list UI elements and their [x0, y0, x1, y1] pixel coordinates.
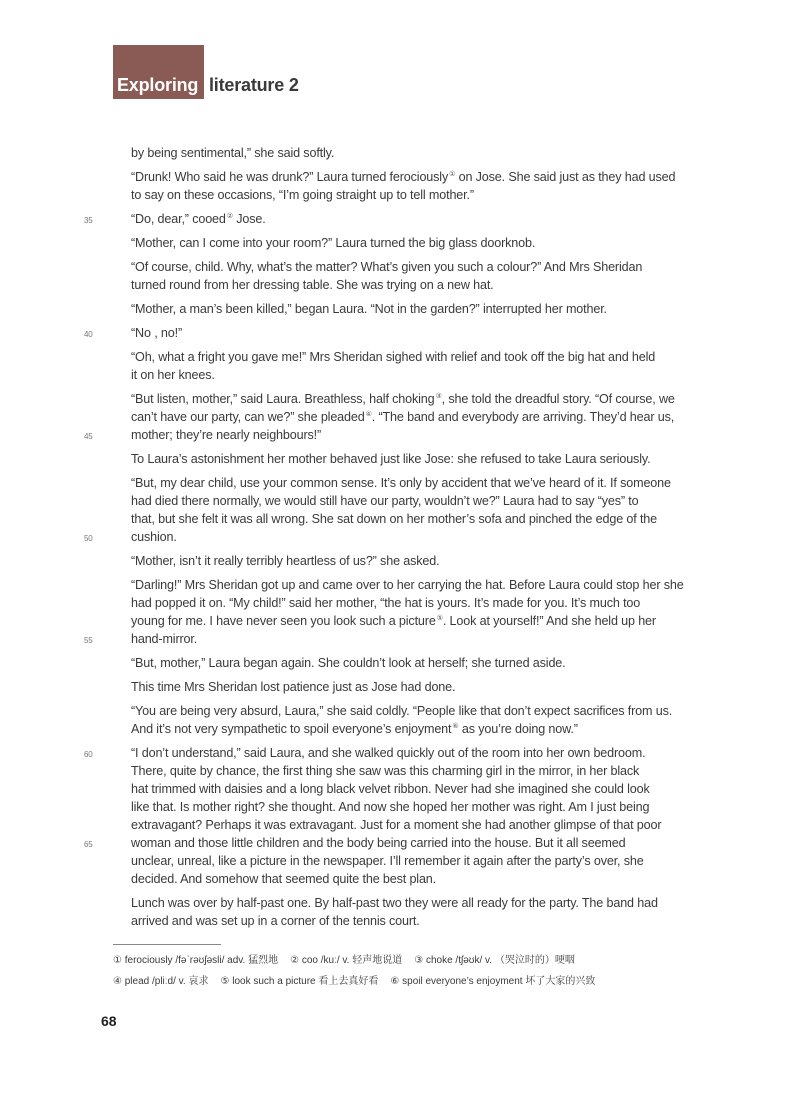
footnote-marker: ① [449, 171, 456, 178]
text-segment: hat trimmed with daisies and a long black velvet ribbon. Never had she imagined she could look [131, 782, 650, 796]
text-segment: cushion. [131, 530, 177, 544]
text-line [131, 612, 696, 630]
paragraph [131, 168, 696, 204]
text-segment: decided. And somehow that seemed quite the best plan. [131, 872, 437, 886]
text-line [131, 762, 696, 780]
text-line [131, 894, 696, 912]
text-line [131, 234, 696, 252]
paragraph [131, 678, 696, 696]
footnote-entry: ④ plead /pliːd/ v. 哀求 [113, 976, 209, 987]
paragraph [131, 348, 696, 384]
text-line [84, 630, 696, 648]
text-segment: “You are being very absurd, Laura,” she said coldly. “People like that don’t expect sacrifices from us. [131, 704, 673, 718]
text-segment: “But, my dear child, use your common sense. It’s only by accident that we’ve heard of it. If someone [131, 476, 671, 490]
text-line [131, 816, 696, 834]
text-line [131, 720, 696, 738]
section-title: literature 2 [209, 75, 299, 95]
text-segment: by being sentimental,” she said softly. [131, 146, 335, 160]
footnote-row [113, 971, 713, 992]
text-line [131, 366, 696, 384]
text-segment: “No , no!” [131, 326, 182, 340]
footnote-entry: ⑤ look such a picture 看上去真好看 [220, 976, 379, 987]
paragraph [84, 744, 696, 888]
text-segment: “Mother, isn’t it really terribly heartless of us?” she asked. [131, 554, 440, 568]
text-segment: extravagant? Perhaps it was extravagant. Just for a moment she had another glimpse of that poor [131, 818, 662, 832]
text-segment: young for me. I have never seen you look such a picture [131, 614, 436, 628]
paragraph [84, 474, 696, 546]
text-line [131, 348, 696, 366]
footnote-marker: ④ [365, 411, 372, 418]
text-line [131, 144, 696, 162]
text-line [131, 912, 696, 930]
text-line [131, 390, 696, 408]
text-segment: “Darling!” Mrs Sheridan got up and came over to her carrying the hat. Before Laura could stop her she [131, 578, 684, 592]
text-segment: unclear, unreal, like a picture in the newspaper. I’ll remember it again after the party’s over, she [131, 854, 644, 868]
footnote-marker: ⑤ [436, 615, 443, 622]
paragraph [131, 702, 696, 738]
text-segment: . Look at yourself!” And she held up her [442, 614, 656, 628]
paragraph [131, 258, 696, 294]
paragraph [131, 654, 696, 672]
text-segment: “Oh, what a fright you gave me!” Mrs Sheridan sighed with relief and took off the big hat and held [131, 350, 656, 364]
text-line [131, 450, 696, 468]
text-segment: Jose. [232, 212, 266, 226]
text-segment: like that. Is mother right? she thought. And now she hoped her mother was right. Am I just being [131, 800, 650, 814]
text-segment: . “The band and everybody are arriving. They’d hear us, [371, 410, 675, 424]
line-number: 50 [84, 534, 93, 543]
footnote-entry: ⑥ spoil everyone’s enjoyment 坏了大家的兴致 [390, 976, 596, 987]
text-line [84, 426, 696, 444]
paragraph [84, 324, 696, 342]
text-line [131, 276, 696, 294]
section-tab-label: Exploring [117, 75, 199, 95]
text-segment: “Mother, a man’s been killed,” began Laura. “Not in the garden?” interrupted her mother. [131, 302, 607, 316]
footnotes [113, 950, 713, 992]
text-line [131, 474, 696, 492]
text-line [131, 654, 696, 672]
footnote-marker: ⑥ [452, 723, 459, 730]
paragraph [131, 144, 696, 162]
text-segment: had popped it on. “My child!” said her mother, “the hat is yours. It’s made for you. It’s much too [131, 596, 641, 610]
text-line [84, 528, 696, 546]
text-segment: “Do, dear,” cooed [131, 212, 226, 226]
footnote-marker: ② [226, 213, 233, 220]
paragraph [131, 450, 696, 468]
text-segment: on Jose. She said just as they had used [455, 170, 676, 184]
paragraph [84, 390, 696, 444]
footnote-entry: ② coo /kuː/ v. 轻声地说道 [290, 955, 403, 966]
line-number: 40 [84, 330, 93, 339]
text-line [84, 834, 696, 852]
text-segment: mother; they’re nearly neighbours!” [131, 428, 322, 442]
text-segment: it on her knees. [131, 368, 215, 382]
text-line [131, 678, 696, 696]
line-number: 65 [84, 840, 93, 849]
paragraph [84, 576, 696, 648]
text-segment: as you’re doing now.” [458, 722, 578, 736]
footnote-divider [113, 944, 221, 945]
text-segment: that, but she felt it was all wrong. She sat down on her mother’s sofa and pinched the edge of the [131, 512, 658, 526]
text-segment: “But listen, mother,” said Laura. Breathless, half choking [131, 392, 435, 406]
footnote-marker: ③ [435, 393, 442, 400]
text-line [84, 744, 696, 762]
text-line [131, 408, 696, 426]
text-line [131, 870, 696, 888]
text-line [131, 300, 696, 318]
text-line [131, 258, 696, 276]
paragraph [131, 552, 696, 570]
story-text [84, 144, 696, 936]
paragraph [131, 894, 696, 930]
text-line [131, 594, 696, 612]
line-number: 45 [84, 432, 93, 441]
text-line [131, 492, 696, 510]
text-segment: turned round from her dressing table. She was trying on a new hat. [131, 278, 494, 292]
text-segment: To Laura’s astonishment her mother behaved just like Jose: she refused to take Laura seriously. [131, 452, 651, 466]
text-segment: can’t have our party, can we?” she pleaded [131, 410, 365, 424]
section-tab [113, 45, 204, 99]
text-segment: arrived and was set up in a corner of the tennis court. [131, 914, 420, 928]
text-segment: , she told the dreadful story. “Of course, we [441, 392, 675, 406]
line-number: 60 [84, 750, 93, 759]
paragraph [131, 300, 696, 318]
page-number: 68 [101, 1013, 117, 1029]
text-line [131, 702, 696, 720]
paragraph [84, 210, 696, 228]
text-line [131, 576, 696, 594]
text-segment: to say on these occasions, “I’m going straight up to tell mother.” [131, 188, 474, 202]
page-header [113, 45, 513, 99]
text-line [131, 780, 696, 798]
text-line [131, 510, 696, 528]
text-segment: There, quite by chance, the first thing she saw was this charming girl in the mirror, in her black [131, 764, 640, 778]
text-segment: woman and those little children and the body being carried into the house. But it all seemed [131, 836, 626, 850]
text-segment: “Drunk! Who said he was drunk?” Laura turned ferociously [131, 170, 449, 184]
text-line [84, 210, 696, 228]
text-segment: “But, mother,” Laura began again. She couldn’t look at herself; she turned aside. [131, 656, 566, 670]
text-segment: had died there normally, we would still have our party, wouldn’t we?” Laura had to say “yes” to [131, 494, 639, 508]
paragraph [131, 234, 696, 252]
text-segment: “Mother, can I come into your room?” Laura turned the big glass doorknob. [131, 236, 536, 250]
text-segment: “I don’t understand,” said Laura, and she walked quickly out of the room into her own bedroom. [131, 746, 646, 760]
text-line [131, 852, 696, 870]
line-number: 55 [84, 636, 93, 645]
footnote-entry: ③ choke /tʃəʊk/ v. （哭泣时的）哽咽 [414, 955, 575, 966]
text-line [131, 168, 696, 186]
footnote-row [113, 950, 713, 971]
text-line [131, 186, 696, 204]
text-line [84, 324, 696, 342]
text-segment: Lunch was over by half-past one. By half-past two they were all ready for the party. The band had [131, 896, 658, 910]
text-segment: And it’s not very sympathetic to spoil everyone’s enjoyment [131, 722, 452, 736]
text-segment: This time Mrs Sheridan lost patience just as Jose had done. [131, 680, 456, 694]
line-number: 35 [84, 216, 93, 225]
text-line [131, 552, 696, 570]
text-segment: hand-mirror. [131, 632, 198, 646]
text-segment: “Of course, child. Why, what’s the matter? What’s given you such a colour?” And Mrs Sheridan [131, 260, 643, 274]
footnote-entry: ① ferociously /fəˈrəʊʃəsli/ adv. 猛烈地 [113, 955, 279, 966]
text-line [131, 798, 696, 816]
